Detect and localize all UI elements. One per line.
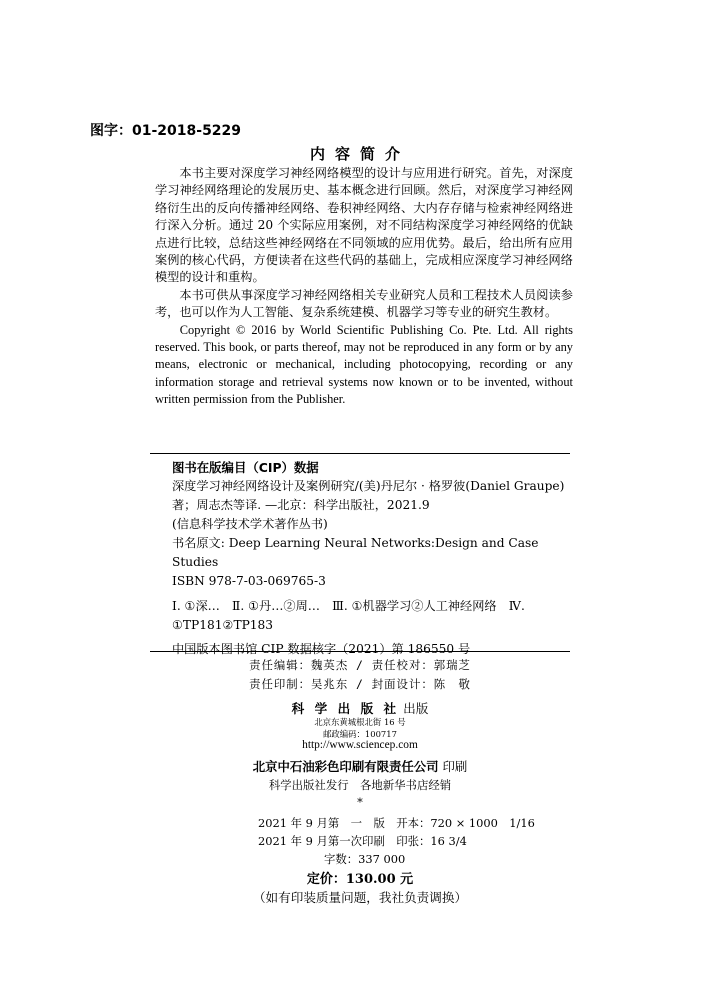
cip-title-line: 深度学习神经网络设计及案例研究/(美)丹尼尔 · 格罗彼(Daniel Graupe)著；周志杰等译. —北京：科学出版社，2021.9 bbox=[172, 479, 565, 512]
price: 定价：130.00 元 bbox=[306, 872, 414, 887]
copyright-notice: Copyright © 2016 by World Scientific Publishing Co. Pte. Ltd. All rights reserved. This book, or parts thereof, may not be reproduced in any form or by any means, electronic or mechanical, including photocopying, recording or any information storage and retrieval systems now known or to be invented, without written permission from the Publisher. bbox=[155, 322, 573, 407]
publisher-name: 科 学 出 版 社 bbox=[291, 701, 400, 716]
license-number: 图字：01-2018-5229 bbox=[90, 123, 242, 139]
cip-series-line: (信息科学技术学术著作丛书) bbox=[172, 517, 328, 531]
quality-notice: （如有印装质量问题，我社负责调换） bbox=[252, 890, 468, 905]
publisher-postcode: 邮政编码：100717 bbox=[323, 729, 397, 739]
abstract bbox=[155, 165, 573, 409]
summary-title: 内容简介 bbox=[309, 145, 410, 163]
separator-star: * bbox=[357, 795, 363, 809]
printer-name: 北京中石油彩色印刷有限责任公司 bbox=[252, 759, 439, 774]
distribution-line: 科学出版社发行 各地新华书店经销 bbox=[268, 778, 452, 792]
cip-bottom-rule bbox=[150, 651, 570, 652]
publisher-suffix: 出版 bbox=[403, 701, 429, 716]
publisher-line bbox=[0, 698, 720, 717]
cip-classification-line: Ⅰ. ①深… Ⅱ. ①丹…②周… Ⅲ. ①机器学习②人工神经网络 Ⅳ. ①TP181②TP183 bbox=[172, 599, 525, 632]
abstract-paragraph-1: 本书主要对深度学习神经网络模型的设计与应用进行研究。首先，对深度学习神经网络理论的发展历史、基本概念进行回顾。然后，对深度学习神经网络衍生出的反向传播神经网络、卷积神经网络、大内存存储与检索神经网络进行深入分析。通过 20 个实际应用案例，对不同结构深度学习神经网络的优缺点进行比较，总结这些神经网络在不同领域的应用优势。最后，给出所有应用案例的核心代码，方便读者在这些代码的基础上，完成相应深度学习神经网络模型的设计和重构。 bbox=[155, 166, 573, 285]
edition-line-2: 2021 年 9 月第一次印刷 印张：16 3/4 bbox=[258, 834, 467, 848]
cip-top-rule bbox=[150, 453, 570, 454]
cip-original-title-line: 书名原文: Deep Learning Neural Networks:Design and Case Studies bbox=[172, 536, 539, 569]
cip-heading: 图书在版编目（CIP）数据 bbox=[172, 460, 319, 475]
edition-line-3: 字数：337 000 bbox=[324, 852, 406, 866]
cip-isbn-line: ISBN 978-7-03-069765-3 bbox=[172, 574, 326, 588]
publisher-address: 北京东黄城根北街 16 号 bbox=[314, 717, 406, 727]
cip-block bbox=[172, 458, 572, 659]
edition-line-1: 2021 年 9 月第 一 版 开本：720 × 1000 1/16 bbox=[258, 816, 535, 830]
publisher-url: http://www.sciencep.com bbox=[302, 739, 418, 751]
printer-suffix: 印刷 bbox=[442, 759, 468, 774]
abstract-paragraph-2: 本书可供从事深度学习神经网络相关专业研究人员和工程技术人员阅读参考，也可以作为人工智能、复杂系统建模、机器学习等专业的研究生教材。 bbox=[155, 287, 573, 320]
cip-data-number-line: 中国版本图书馆 CIP 数据核字（2021）第 186550 号 bbox=[172, 642, 471, 656]
printer-line bbox=[0, 757, 720, 775]
staff-line-2: 责任印制：吴兆东 / 封面设计：陈 敬 bbox=[249, 677, 471, 691]
staff-line-1: 责任编辑：魏英杰 / 责任校对：郭瑞芝 bbox=[249, 658, 471, 672]
